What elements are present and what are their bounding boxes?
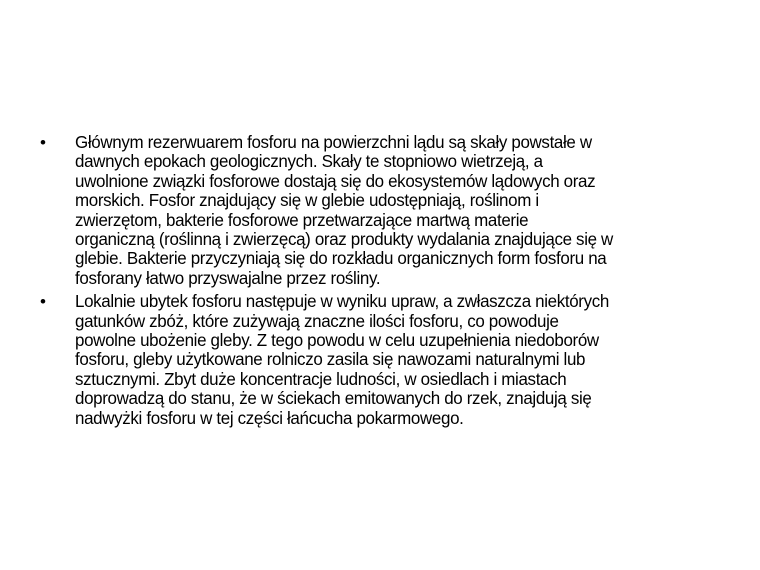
text-line: nadwyżki fosforu w tej części łańcucha pokarmowego. xyxy=(75,407,464,428)
text-line: glebie. Bakterie przyczyniają się do rozkładu organicznych form fosforu na xyxy=(75,248,607,269)
bullet-item xyxy=(36,133,736,288)
text-line: gatunków zbóż, które zużywają znaczne ilości fosforu, co powoduje xyxy=(75,310,559,331)
bullet-icon: • xyxy=(40,292,46,312)
text-line: zwierzętom, bakterie fosforowe przetwarzające martwą materie xyxy=(75,209,529,230)
text-line: Lokalnie ubytek fosforu następuje w wyniku upraw, a zwłaszcza niektórych xyxy=(75,291,609,312)
text-line: powolne ubożenie gleby. Z tego powodu w celu uzupełnienia niedoborów xyxy=(75,330,599,351)
text-line: dawnych epokach geologicznych. Skały te stopniowo wietrzeją, a xyxy=(75,151,543,172)
text-line: sztucznymi. Zbyt duże koncentracje ludności, w osiedlach i miastach xyxy=(75,368,567,389)
text-line: fosforany łatwo przyswajalne przez rośliny. xyxy=(75,267,381,288)
text-line: doprowadzą do stanu, że w ściekach emitowanych do rzek, znajdują się xyxy=(75,388,592,409)
text-line: morskich. Fosfor znajdujący się w glebie udostępniają, roślinom i xyxy=(75,190,539,211)
slide-body xyxy=(36,133,736,432)
bullet-item xyxy=(36,292,736,428)
bullet-icon: • xyxy=(40,133,46,152)
text-line: organiczną (roślinną i zwierzęcą) oraz produkty wydalania znajdujące się w xyxy=(75,229,613,250)
text-line: Głównym rezerwuarem fosforu na powierzchni lądu są skały powstałe w xyxy=(75,132,592,152)
text-line: fosforu, gleby użytkowane rolniczo zasila się nawozami naturalnymi lub xyxy=(75,349,586,370)
text-line: uwolnione związki fosforowe dostają się do ekosystemów lądowych oraz xyxy=(75,170,596,191)
